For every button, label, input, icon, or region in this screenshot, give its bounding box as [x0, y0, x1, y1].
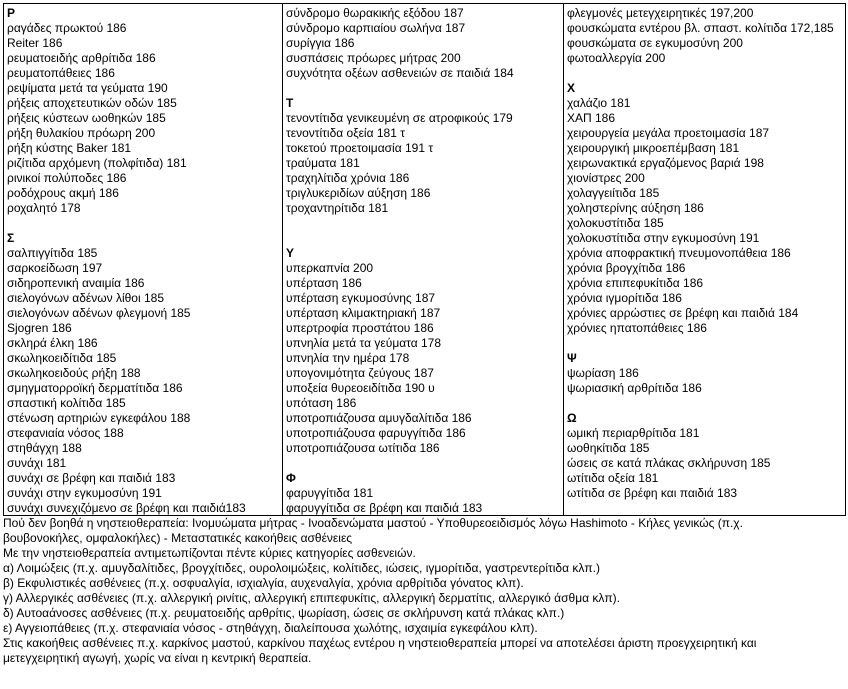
index-entry: ωμική περιαρθρίτιδα 181 [567, 426, 700, 440]
index-entry: ροχαλητό 178 [7, 201, 81, 215]
index-entry: ψωρίαση 186 [567, 366, 639, 380]
section-letter: Τ [286, 96, 294, 110]
index-entry: συνάχι σε βρέφη και παιδιά 183 [7, 471, 176, 485]
index-entry: Reiter 186 [7, 36, 63, 50]
index-entry: χοληστερίνης αύξηση 186 [567, 201, 704, 215]
spacer [286, 216, 563, 231]
spacer [567, 396, 845, 411]
note-line: γ) Αλλεργικές ασθένειες (π.χ. αλλεργική ρινίτις, αλλεργική επιπεφυκίτις, αλλεργική δερματίτις, αλλεργικό άσθμα κλπ). [3, 591, 620, 605]
spacer [567, 336, 845, 351]
index-entry: ρήξεις αποχετευτικών οδών 185 [7, 96, 177, 110]
index-entry: χολοκυστίτιδα στην εγκυμοσύνη 191 [567, 231, 760, 245]
spacer [286, 231, 563, 246]
index-entry: ώσεις σε κατά πλάκας σκλήρυνση 185 [567, 456, 771, 470]
index-entry: σαρκοείδωση 197 [7, 261, 103, 275]
index-entry: σιδηροπενική αναιμία 186 [7, 276, 145, 290]
index-entry: ρήξη κύστης Baker 181 [7, 141, 132, 155]
index-entry: χρόνια ιγμορίτιδα 186 [567, 291, 682, 305]
index-entry: συσπάσεις πρόωρες μήτρας 200 [286, 51, 461, 65]
index-entry: ωτίτιδα σε βρέφη και παιδιά 183 [567, 486, 738, 500]
section-letter: Φ [286, 471, 296, 485]
index-entry: ρευματοειδής αρθρίτιδα 186 [7, 51, 156, 65]
section-letter: Υ [286, 246, 295, 260]
index-entry: υπογονιμότητα ζεύγους 187 [286, 366, 434, 380]
index-entry: ριζίτιδα αρχόμενη (πολφίτιδα) 181 [7, 156, 187, 170]
index-entry: υποτροπιάζουσα φαρυγγίτιδα 186 [286, 426, 466, 440]
index-entry: σύνδρομο καρπιαίου σωλήνα 187 [286, 21, 466, 35]
index-entry: υποτροπιάζουσα ωτίτιδα 186 [286, 441, 440, 455]
section-letter: Ρ [7, 6, 16, 20]
index-entry: υπερτροφία προστάτου 186 [286, 321, 434, 335]
note-line: ε) Αγγειοπάθειες (π.χ. στεφανιαία νόσος - στηθάγχη, διαλείπουσα χωλότης, ισχαιμία εγκεφάλου κλπ). [3, 621, 538, 635]
index-entry: ΧΑΠ 186 [567, 111, 616, 125]
index-entry: χρόνιες ηπατοπάθειες 186 [567, 321, 707, 335]
notes-section [3, 516, 843, 666]
section-letter: Ω [567, 411, 577, 425]
index-entry: χρόνια αποφρακτική πνευμονοπάθεια 186 [567, 246, 791, 260]
index-entry: ψωριασική αρθρίτιδα 186 [567, 381, 702, 395]
index-entry: χρόνια επιπεφυκίτιδα 186 [567, 276, 704, 290]
note-line: μετεγχειρητική αγωγή, χωρίς να είναι η κεντρική θεραπεία. [3, 651, 312, 665]
index-entry: σμηγματορροϊκή δερματίτιδα 186 [7, 381, 183, 395]
index-entry: συνάχι 181 [7, 456, 67, 470]
index-entry: ρήξη θυλακίου πρόωρη 200 [7, 126, 156, 140]
index-entry: σιελογόνων αδένων φλεγμονή 185 [7, 306, 191, 320]
index-entry: χειρουργική μικροεπέμβαση 181 [567, 141, 740, 155]
index-entry: στένωση αρτηριών εγκεφάλου 188 [7, 411, 191, 425]
index-entry: υπέρταση κλιμακτηριακή 187 [286, 306, 441, 320]
index-entry: χειρωνακτικά εργαζόμενος βαριά 198 [567, 156, 764, 170]
index-entry: σκληρά έλκη 186 [7, 336, 98, 350]
index-entry: ροδόχρους ακμή 186 [7, 186, 119, 200]
index-entry: ρευματοπάθειες 186 [7, 66, 115, 80]
note-line: Με την νηστειοθεραπεία αντιμετωπίζονται πέντε κύριες κατηγορίες ασθενειών. [3, 546, 416, 560]
index-entry: τοκετού προετοιμασία 191 τ [286, 141, 434, 155]
index-entry: χειρουργεία μεγάλα προετοιμασία 187 [567, 126, 770, 140]
index-table [3, 3, 846, 516]
index-column-3 [564, 4, 845, 515]
index-entry: σκωληκοειδούς ρήξη 188 [7, 366, 141, 380]
index-entry: σιελογόνων αδένων λίθοι 185 [7, 291, 164, 305]
note-line: δ) Αυτοαάνοσες ασθένειες (π.χ. ρευματοειδής αρθρίτις, ψωρίαση, ώσεις σε σκλήρυνση κατά πλάκας κλπ.) [3, 606, 565, 620]
index-column-1 [4, 4, 283, 515]
index-entry: υπερκαπνία 200 [286, 261, 374, 275]
index-entry: φουσκώματα εντέρου βλ. σπαστ. κολίτιδα 172,185 [567, 21, 834, 35]
index-entry: στεφανιαία νόσος 188 [7, 426, 124, 440]
index-entry: φουσκώματα σε εγκυμοσύνη 200 [567, 36, 743, 50]
index-entry: τενοντίτιδα γενικευμένη σε ατροφικούς 179 [286, 111, 513, 125]
index-entry: συχνότητα οξέων ασθενειών σε παιδιά 184 [286, 66, 514, 80]
index-entry: υποξεία θυρεοειδίτιδα 190 υ [286, 381, 435, 395]
index-entry: χολαγγειίτιδα 185 [567, 186, 660, 200]
section-letter: Ψ [567, 351, 577, 365]
index-entry: στηθάγχη 188 [7, 441, 82, 455]
index-entry: υπνηλία την ημέρα 178 [286, 351, 410, 365]
index-entry: υπέρταση εγκυμοσύνης 187 [286, 291, 436, 305]
index-entry: φωτοαλλεργία 200 [567, 51, 666, 65]
index-entry: ωοθηκίτιδα 185 [567, 441, 650, 455]
index-entry: υποτροπιάζουσα αμυγδαλίτιδα 186 [286, 411, 472, 425]
index-column-2 [283, 4, 564, 515]
section-letter: Σ [7, 231, 15, 245]
index-entry: φαρυγγίτιδα σε βρέφη και παιδιά 183 [286, 501, 483, 515]
index-entry: συνάχι στην εγκυμοσύνη 191 [7, 486, 162, 500]
index-entry: σαλπιγγίτιδα 185 [7, 246, 98, 260]
index-entry: υπέρταση 186 [286, 276, 362, 290]
index-entry: χαλάζιο 181 [567, 96, 631, 110]
index-entry: χολοκυστίτιδα 185 [567, 216, 664, 230]
index-entry: τροχαντηρίτιδα 181 [286, 201, 389, 215]
index-entry: υπόταση 186 [286, 396, 357, 410]
index-entry: τραύματα 181 [286, 156, 360, 170]
index-entry: χρόνιες αρρώστιες σε βρέφη και παιδιά 184 [567, 306, 799, 320]
index-entry: χρόνια βρογχίτιδα 186 [567, 261, 686, 275]
spacer [286, 81, 563, 96]
index-entry: τριγλυκεριδίων αύξηση 186 [286, 186, 431, 200]
index-entry: Sjogren 186 [7, 321, 72, 335]
index-entry: τραχηλίτιδα χρόνια 186 [286, 171, 410, 185]
note-line: βουβονοκήλες, ομφαλοκήλες) - Μεταστατικές κακοήθεις ασθένειες [3, 531, 353, 545]
index-entry: φλεγμονές μετεγχειρητικές 197,200 [567, 6, 754, 20]
index-entry: χιονίστρες 200 [567, 171, 645, 185]
spacer [7, 216, 282, 231]
index-entry: ραγάδες πρωκτού 186 [7, 21, 127, 35]
index-entry: σκωληκοειδίτιδα 185 [7, 351, 117, 365]
section-letter: Χ [567, 81, 576, 95]
index-entry: συνάχι συνεχιζόμενο σε βρέφη και παιδιά183 [7, 501, 246, 515]
note-line: β) Εκφυλιστικές ασθένειες (π.χ. οσφυαλγία, ισχιαλγία, αυχεναλγία, χρόνια αρθρίτιδα γόνατος κλπ). [3, 576, 524, 590]
index-entry: φαρυγγίτιδα 181 [286, 486, 374, 500]
index-entry: υπνηλία μετά τα γεύματα 178 [286, 336, 442, 350]
index-entry: σπαστική κολίτιδα 185 [7, 396, 126, 410]
index-entry: ωτίτιδα οξεία 181 [567, 471, 659, 485]
note-line: Πού δεν βοηθά η νηστειοθεραπεία: Ινομυώματα μήτρας - Ινοαδενώματα μαστού - Υποθυρεοειδισμός λόγω Hashimoto - Κήλες γενικώς (π.χ. [3, 516, 743, 530]
index-entry: σύνδρομο θωρακικής εξόδου 187 [286, 6, 464, 20]
spacer [567, 66, 845, 81]
spacer [286, 456, 563, 471]
index-entry: τενοντίτιδα οξεία 181 τ [286, 126, 405, 140]
index-entry: ρινικοί πολύποδες 186 [7, 171, 127, 185]
index-entry: ρήξεις κύστεων ωοθηκών 185 [7, 111, 166, 125]
index-entry: ρεψίματα μετά τα γεύματα 190 [7, 81, 168, 95]
index-entry: συρίγγια 186 [286, 36, 355, 50]
note-line: α) Λοιμώξεις (π.χ. αμυγδαλίτιδες, βρογχίτιδες, ουρολοιμώξεις, κολίτιδες, ιώσεις, ιγμορίτιδα, γαστρεντερίτιδα κλπ.) [3, 561, 600, 575]
note-line: Στις κακοήθεις ασθένειες π.χ. καρκίνος μαστού, καρκίνου παχέως εντέρου η νηστειοθεραπεία μπορεί να αποτελέσει άριστη προεγχειρητική και [3, 636, 757, 650]
